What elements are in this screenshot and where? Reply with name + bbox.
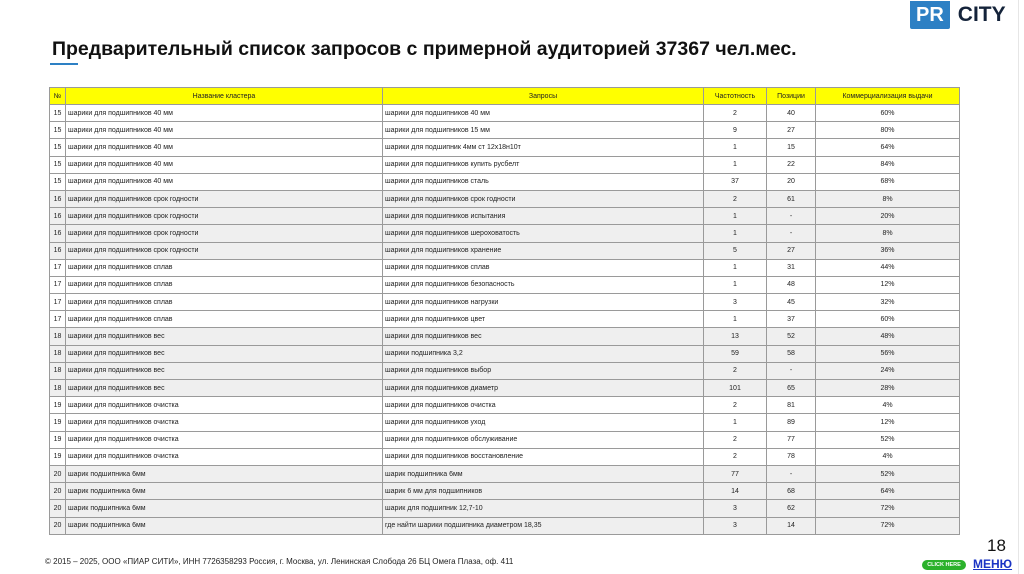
cell-col-query: шарики для подшипников срок годности xyxy=(383,190,704,207)
cell-col-frequency: 3 xyxy=(704,294,767,311)
cell-col-number: 15 xyxy=(50,173,66,190)
table-row xyxy=(50,139,960,156)
cell-col-frequency: 1 xyxy=(704,156,767,173)
header-col-query: Запросы xyxy=(383,88,704,105)
cell-col-query: шарики для подшипников цвет xyxy=(383,311,704,328)
cell-col-query: шарики для подшипников сталь xyxy=(383,173,704,190)
cell-col-positions: 37 xyxy=(767,311,816,328)
cell-col-positions: 45 xyxy=(767,294,816,311)
cell-col-number: 15 xyxy=(50,105,66,122)
cell-col-cluster: шарики для подшипников вес xyxy=(66,345,383,362)
cell-col-number: 16 xyxy=(50,242,66,259)
cell-col-query: шарики для подшипников испытания xyxy=(383,208,704,225)
table-row xyxy=(50,345,960,362)
cell-col-frequency: 1 xyxy=(704,225,767,242)
cell-col-commercialization: 32% xyxy=(816,294,960,311)
cell-col-query: шарики для подшипников очистка xyxy=(383,397,704,414)
cell-col-commercialization: 64% xyxy=(816,483,960,500)
cell-col-positions: 14 xyxy=(767,517,816,534)
table-row xyxy=(50,173,960,190)
cell-col-query: шарик 6 мм для подшипников xyxy=(383,483,704,500)
cell-col-commercialization: 60% xyxy=(816,311,960,328)
cell-col-commercialization: 4% xyxy=(816,397,960,414)
cell-col-positions: 31 xyxy=(767,259,816,276)
table-row xyxy=(50,105,960,122)
cell-col-positions: 61 xyxy=(767,190,816,207)
table-row xyxy=(50,190,960,207)
cell-col-number: 19 xyxy=(50,431,66,448)
table-row xyxy=(50,465,960,482)
cell-col-number: 19 xyxy=(50,448,66,465)
table-row xyxy=(50,517,960,534)
cell-col-positions: 52 xyxy=(767,328,816,345)
cell-col-query: шарики для подшипников купить русбелт xyxy=(383,156,704,173)
cell-col-frequency: 37 xyxy=(704,173,767,190)
cell-col-positions: 62 xyxy=(767,500,816,517)
page-number: 18 xyxy=(987,536,1006,555)
cell-col-query: шарики подшипника 3,2 xyxy=(383,345,704,362)
cell-col-frequency: 77 xyxy=(704,465,767,482)
table-row xyxy=(50,311,960,328)
cell-col-frequency: 2 xyxy=(704,397,767,414)
cell-col-commercialization: 56% xyxy=(816,345,960,362)
cell-col-number: 15 xyxy=(50,122,66,139)
cell-col-frequency: 9 xyxy=(704,122,767,139)
cell-col-number: 16 xyxy=(50,208,66,225)
cell-col-commercialization: 72% xyxy=(816,517,960,534)
cell-col-frequency: 1 xyxy=(704,414,767,431)
cell-col-positions: 15 xyxy=(767,139,816,156)
cell-col-query: шарики для подшипников диаметр xyxy=(383,380,704,397)
cell-col-number: 17 xyxy=(50,276,66,293)
cell-col-frequency: 1 xyxy=(704,259,767,276)
cell-col-cluster: шарики для подшипников вес xyxy=(66,328,383,345)
cell-col-positions: 27 xyxy=(767,122,816,139)
cell-col-query: шарики для подшипников уход xyxy=(383,414,704,431)
click-here-button[interactable]: CLICK HERE xyxy=(922,560,966,570)
cell-col-commercialization: 24% xyxy=(816,362,960,379)
table-row xyxy=(50,156,960,173)
cell-col-frequency: 2 xyxy=(704,362,767,379)
cell-col-commercialization: 8% xyxy=(816,225,960,242)
table-row xyxy=(50,122,960,139)
cell-col-frequency: 2 xyxy=(704,431,767,448)
cell-col-cluster: шарики для подшипников вес xyxy=(66,380,383,397)
cell-col-commercialization: 12% xyxy=(816,414,960,431)
cell-col-cluster: шарики для подшипников 40 мм xyxy=(66,122,383,139)
cell-col-number: 15 xyxy=(50,156,66,173)
cell-col-frequency: 3 xyxy=(704,500,767,517)
cell-col-frequency: 1 xyxy=(704,139,767,156)
cell-col-commercialization: 20% xyxy=(816,208,960,225)
title-accent xyxy=(50,63,78,65)
cell-col-frequency: 59 xyxy=(704,345,767,362)
cell-col-frequency: 2 xyxy=(704,448,767,465)
cell-col-cluster: шарики для подшипников сплав xyxy=(66,294,383,311)
cell-col-cluster: шарики для подшипников срок годности xyxy=(66,190,383,207)
cell-col-positions: 58 xyxy=(767,345,816,362)
table-row xyxy=(50,328,960,345)
cell-col-positions: 20 xyxy=(767,173,816,190)
table-row xyxy=(50,242,960,259)
queries-table xyxy=(49,87,960,535)
cell-col-number: 19 xyxy=(50,397,66,414)
cell-col-number: 19 xyxy=(50,414,66,431)
menu-link[interactable]: МЕНЮ xyxy=(973,557,1013,571)
header-col-number: № xyxy=(50,88,66,105)
cell-col-positions: - xyxy=(767,465,816,482)
header-col-commercialization: Коммерциализация выдачи xyxy=(816,88,960,105)
cell-col-frequency: 1 xyxy=(704,208,767,225)
footer-copyright: © 2015 – 2025, ООО «ПИАР СИТИ», ИНН 7726358293 Россия, г. Москва, ул. Ленинская Слобода 26 БЦ Омега Плаза, оф. 411 xyxy=(45,557,514,566)
table-row xyxy=(50,380,960,397)
cell-col-commercialization: 8% xyxy=(816,190,960,207)
cell-col-commercialization: 52% xyxy=(816,465,960,482)
cell-col-positions: - xyxy=(767,208,816,225)
cell-col-query: шарики для подшипников 15 мм xyxy=(383,122,704,139)
cell-col-positions: 78 xyxy=(767,448,816,465)
cell-col-positions: 22 xyxy=(767,156,816,173)
divider xyxy=(1018,0,1019,574)
table-row xyxy=(50,294,960,311)
cell-col-query: шарики для подшипников восстановление xyxy=(383,448,704,465)
cell-col-cluster: шарики для подшипников срок годности xyxy=(66,208,383,225)
header-col-frequency: Частотность xyxy=(704,88,767,105)
cell-col-cluster: шарик подшипника 6мм xyxy=(66,500,383,517)
cell-col-number: 18 xyxy=(50,328,66,345)
cell-col-cluster: шарики для подшипников срок годности xyxy=(66,242,383,259)
cell-col-query: шарики для подшипников 40 мм xyxy=(383,105,704,122)
pr-city-logo xyxy=(910,0,1006,30)
cell-col-number: 20 xyxy=(50,483,66,500)
cell-col-number: 17 xyxy=(50,311,66,328)
cell-col-query: шарики для подшипников обслуживание xyxy=(383,431,704,448)
table-row xyxy=(50,208,960,225)
table-row xyxy=(50,259,960,276)
cell-col-positions: 65 xyxy=(767,380,816,397)
table-row xyxy=(50,414,960,431)
cell-col-number: 18 xyxy=(50,345,66,362)
table-row xyxy=(50,431,960,448)
cell-col-query: шарики для подшипник 4мм ст 12х18н10т xyxy=(383,139,704,156)
cell-col-commercialization: 4% xyxy=(816,448,960,465)
cell-col-commercialization: 48% xyxy=(816,328,960,345)
cell-col-commercialization: 52% xyxy=(816,431,960,448)
table-row xyxy=(50,448,960,465)
cell-col-frequency: 13 xyxy=(704,328,767,345)
cell-col-number: 15 xyxy=(50,139,66,156)
table-row xyxy=(50,276,960,293)
cell-col-query: шарики для подшипников нагрузки xyxy=(383,294,704,311)
cell-col-frequency: 5 xyxy=(704,242,767,259)
cell-col-positions: 48 xyxy=(767,276,816,293)
cell-col-positions: 77 xyxy=(767,431,816,448)
cell-col-cluster: шарики для подшипников 40 мм xyxy=(66,139,383,156)
table-row xyxy=(50,500,960,517)
table-row xyxy=(50,483,960,500)
cell-col-query: шарики для подшипников хранение xyxy=(383,242,704,259)
cell-col-commercialization: 60% xyxy=(816,105,960,122)
cell-col-frequency: 1 xyxy=(704,311,767,328)
cell-col-positions: - xyxy=(767,225,816,242)
header-col-positions: Позиции xyxy=(767,88,816,105)
cell-col-cluster: шарики для подшипников сплав xyxy=(66,259,383,276)
cell-col-commercialization: 44% xyxy=(816,259,960,276)
table-row xyxy=(50,362,960,379)
cell-col-cluster: шарик подшипника 6мм xyxy=(66,465,383,482)
cell-col-cluster: шарики для подшипников очистка xyxy=(66,431,383,448)
logo-pr: PR xyxy=(910,1,950,29)
cell-col-query: шарики для подшипников выбор xyxy=(383,362,704,379)
cell-col-query: где найти шарики подшипника диаметром 18,35 xyxy=(383,517,704,534)
cell-col-number: 20 xyxy=(50,500,66,517)
cell-col-number: 16 xyxy=(50,190,66,207)
cell-col-cluster: шарики для подшипников вес xyxy=(66,362,383,379)
cell-col-cluster: шарики для подшипников срок годности xyxy=(66,225,383,242)
logo-city: CITY xyxy=(957,3,1006,26)
cell-col-cluster: шарики для подшипников 40 мм xyxy=(66,156,383,173)
cell-col-positions: 27 xyxy=(767,242,816,259)
cell-col-positions: 68 xyxy=(767,483,816,500)
cell-col-commercialization: 72% xyxy=(816,500,960,517)
cell-col-query: шарики для подшипников шероховатость xyxy=(383,225,704,242)
cell-col-cluster: шарики для подшипников очистка xyxy=(66,397,383,414)
cell-col-commercialization: 68% xyxy=(816,173,960,190)
cell-col-cluster: шарики для подшипников 40 мм xyxy=(66,105,383,122)
cell-col-frequency: 3 xyxy=(704,517,767,534)
cell-col-query: шарики для подшипников безопасность xyxy=(383,276,704,293)
cell-col-frequency: 14 xyxy=(704,483,767,500)
cell-col-query: шарики для подшипников вес xyxy=(383,328,704,345)
cell-col-number: 17 xyxy=(50,259,66,276)
cell-col-commercialization: 84% xyxy=(816,156,960,173)
cell-col-positions: 81 xyxy=(767,397,816,414)
cell-col-frequency: 2 xyxy=(704,105,767,122)
cell-col-query: шарик для подшипник 12,7-10 xyxy=(383,500,704,517)
cell-col-positions: 89 xyxy=(767,414,816,431)
cell-col-cluster: шарики для подшипников очистка xyxy=(66,414,383,431)
cell-col-query: шарик подшипника 6мм xyxy=(383,465,704,482)
cell-col-commercialization: 12% xyxy=(816,276,960,293)
cell-col-cluster: шарики для подшипников очистка xyxy=(66,448,383,465)
page-title: Предварительный список запросов с примерной аудиторией 37367 чел.мес. xyxy=(52,38,797,60)
cell-col-number: 20 xyxy=(50,465,66,482)
cell-col-number: 20 xyxy=(50,517,66,534)
table-row xyxy=(50,397,960,414)
table-row xyxy=(50,225,960,242)
table-header xyxy=(50,88,960,105)
cell-col-commercialization: 28% xyxy=(816,380,960,397)
cell-col-frequency: 2 xyxy=(704,190,767,207)
cell-col-number: 16 xyxy=(50,225,66,242)
cell-col-cluster: шарик подшипника 6мм xyxy=(66,517,383,534)
cell-col-positions: - xyxy=(767,362,816,379)
cell-col-number: 18 xyxy=(50,380,66,397)
cell-col-cluster: шарики для подшипников сплав xyxy=(66,311,383,328)
header-col-cluster: Название кластера xyxy=(66,88,383,105)
cell-col-positions: 40 xyxy=(767,105,816,122)
cell-col-frequency: 1 xyxy=(704,276,767,293)
cell-col-cluster: шарики для подшипников сплав xyxy=(66,276,383,293)
cell-col-query: шарики для подшипников сплав xyxy=(383,259,704,276)
cell-col-commercialization: 64% xyxy=(816,139,960,156)
cell-col-number: 17 xyxy=(50,294,66,311)
cell-col-commercialization: 36% xyxy=(816,242,960,259)
cell-col-cluster: шарики для подшипников 40 мм xyxy=(66,173,383,190)
cell-col-commercialization: 80% xyxy=(816,122,960,139)
cell-col-number: 18 xyxy=(50,362,66,379)
cell-col-frequency: 101 xyxy=(704,380,767,397)
cell-col-cluster: шарик подшипника 6мм xyxy=(66,483,383,500)
